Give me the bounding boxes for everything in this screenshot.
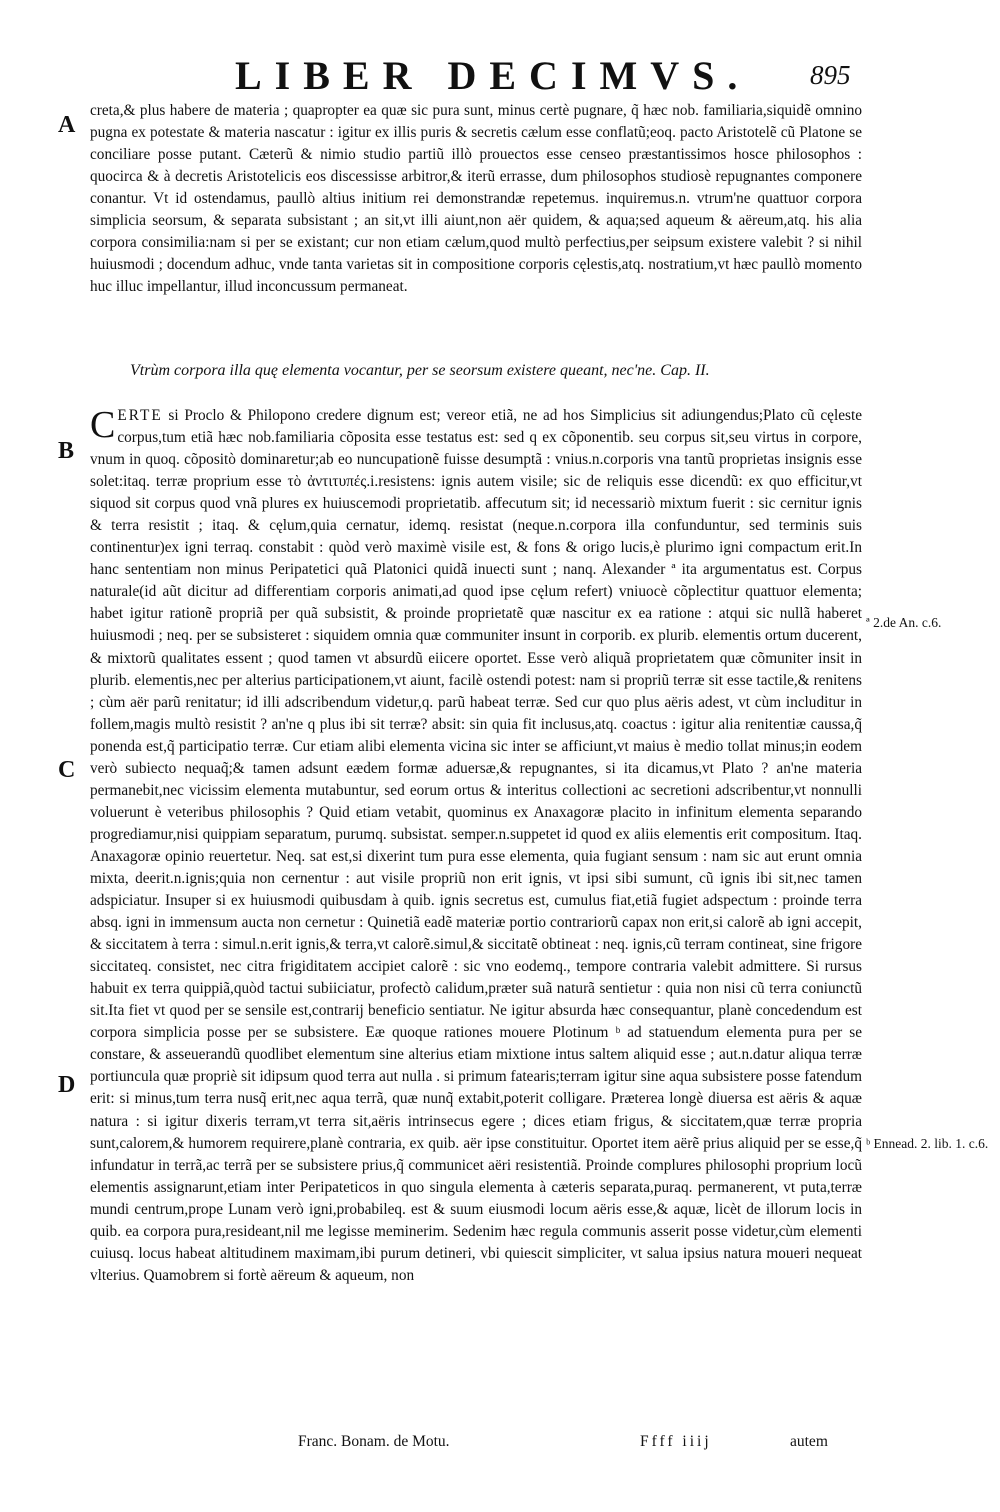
footer-catchword: autem bbox=[790, 1433, 828, 1450]
body-paragraph-2 bbox=[90, 405, 862, 1287]
section-letter-b: B bbox=[58, 438, 75, 464]
drop-capital: C bbox=[90, 404, 116, 446]
paragraph-2-text: si Proclo & Philopono credere dignum est; vereor etiã, ne ad hos Simplicius sit adiungendus;Plato cũ cęleste corpus,tum etiã hæc nob.familiaria cõposita esse testatus est: sed q ex cõponentib. seu corpus sit,seu virtus in corpore, vnum in quoq. cõpositò dominaretur;ab eo nuncupationẽ fuisse desumptã : vnius.n.corporis vna tantũ proprietas insignis esse solet:itaq. terræ proprium esse τὸ ἀντιτυπές.i.resistens: ignis autem visile; sic de reliquis esse dicendũ: ex quo efficitur,vt siquod sit corpus quod vnã plures ex huiuscemodi proprietatib. affecutum sit; id necessariò mixtum fuerit : sic cernitur ignis & terra resistit ; itaq. & cęlum,quia cernatur, idemq. resistat (neque.n.corpora illa confunduntur, sed terminis suis continentur)ex igni terraq. constabit : quòd verò maximè visile est, & fons & origo lucis,è plurimo igni compactum erit.In hanc sententiam non minus Peripatetici quã Platonici quidã inuecti sunt ; nanq. Alexander ª ita argumentatus est. Corpus naturale(id aũt dicitur ad differentiam corporis animati,ad quod ipse cęlum refert) vniuocè cõplectitur quattuor elementa; habet igitur rationẽ propriã per quã subsistit, & proinde proprietatẽ quæ nascitur ex ea ratione : atqui sic nullã haberet huiusmodi ; neq. per se subsisteret : siquidem omnia quæ communiter insunt in corporib. ex plurib. elementis ortum ducerent, & mixtorũ qualitates essent ; quod tamen vt absurdũ eiicere oportet. Esse verò aliquã proprietatem quæ cõmuniter insit in plurib. elementis,nec per alterius participationem,vt aiunt, facilè ostendi potest: nam si propriũ terræ sit esse tactile,& renitens ; cùm aër parũ renitatur; id illi adscribendum videtur,q. parũ habeat terræ. Sed cur quo plus aëris adest, vt cùm includitur in follem,magis multò resistit ? an'ne q plus ibi sit terræ? absit: sin quia fit inclusus,atq. coactus : igitur alia renitentiæ caussa,q̃ ponenda est,q̃ participatio terræ. Cur etiam alibi elementa vicina sic inter se afficiunt,vt maius è medio tollat minus;in eodem verò subiecto nequaq̃;& tamen adsunt eædem formæ aduersæ,& repugnantes, si ita dicamus,vt Plato ? an'ne materia permanebit,nec vicissim elementa mutabuntur, sed eorum ortus & interitus collectioni ac secretioni adscribentur,vt nonnulli voluerunt è veteribus philosophis ? Quid etiam vetabit, quominus ex Anaxagoræ placito in infinitum elementa separando progrediamur,nisi quippiam separatum, purumq. subsistat. semper.n.suppetet id quod ex aliis elementis erit compositum. Itaq. Anaxagoræ opinio reuertetur. Neq. sat est,si dixerint tum pura esse elementa, quia fugiant sensum : nam sic aut erunt omnia mixta, deerit.n.ignis;quia non cernentur : aut visile propriũ non erit ignis, vt ipsi sibi sumunt, cũ ignis ibi sit,nec tamen adspiciatur. Insuper si ex huiusmodi quibusdam à quib. ignis secretus est, cumulus fiat,etiã fugiet adspectum : proinde terra absq. igni in immensum aucta non cernetur : Quinetiã eadẽ materiæ portio contrariorũ capax non erit,si calorẽ ab igni accepit, & siccitatem à terra : simul.n.erit ignis,& terra,vt calorẽ.simul,& siccitatẽ obtineat : neq. ignis,cũ terram contineat, sine frigore siccitateq. consistet, nec citra frigiditatem accipiet calorẽ : sic vno eodemq., tempore contraria valebit admittere. Si rursus habuit ex terra quippiã,quòd tactui subiiciatur, profectò calidum,præter suã naturã sentietur : quia non nisi cũ terra coniunctũ sit.Ita fiet vt quod per se sensile est,contrarij beneficio sentiatur. Ne igitur absurda hæc consequantur, planè concedendum est corpora simplicia posse per se subsistere. Eæ quoque rationes mouere Plotinum ᵇ ad statuendum elementa pura per se constare, & asseuerandũ quodlibet elementum sine alterius etiam mixtione intus saltem aliquid esse ; aut.n.datur aliqua terræ portiuncula quæ propriè sit idipsum quod terra aut nulla . si primum fatearis;terram igitur sine aqua subsistere posse fatendum erit: si minus,tum terra nusq̃ erit,nec aqua terrã, quæ nunq̃ extabit,poterit colligare. Præterea longè diuersa est aëris & aquæ natura : si igitur dixeris terram,vt terra sit,aëris intrinsecus egere ; dices etiam frigus, & siccitatem,quæ terræ propria sunt,calorem,& humorem requirere,planè contraria, ex quib. aër ipse constituitur. Oportet item aërẽ prius aliquid per se esse,q̃ infundatur in terrã,ac terrã per se subsistere prius,q̃ communicet aëri resistentiã. Proinde complures philosophi proprium locũ elementis assignarunt,etiam inter Peripateticos in quo singula elementa à cæteris separata,puraq. permanerent, vt puta,terræ mundi centrum,prope Lunam verò igni,probabileq. est & suum eiusmodi locum aëris esse,& aquæ, licèt de illorum locis in quib. ea corpora pura,resideant,nil me legisse meminerim. Sedenim hæc regula communis asserit posse videtur,cùm elementi cuiusq. locus habeat altitudinem maximam,ibi purum detineri, vbi quiescit simpliciter, vt salua ipsius natura moueri nequeat vlterius. Quamobrem si fortè aëreum & aqueum, non bbox=[90, 407, 862, 1284]
section-letter-c: C bbox=[58, 757, 76, 783]
chapter-title: Vtrùm corpora illa quę elementa vocantur, per se seorsum existere queant, nec'ne. Cap. II. bbox=[130, 362, 710, 379]
opening-word: ERTE bbox=[117, 407, 163, 424]
page-number: 895 bbox=[810, 60, 851, 90]
footer-author: Franc. Bonam. de Motu. bbox=[298, 1433, 450, 1450]
footer-signature: Ffff iiij bbox=[640, 1433, 712, 1450]
body-paragraph-1: creta,& plus habere de materia ; quapropter ea quæ sic pura sunt, minus certè pugnare, q̃ hæc nob. familiaria,siquidẽ omnino pugna ex potestate & materia nascatur : igitur ex illis puris & secretis cælum esse conflatũ;eoq. pacto Aristotelẽ cũ Platone se conciliare posse putant. Cæterũ & nimio studio partiũ illò prouectos esse censeo præstantissimos hosce philosophos : quocirca & à decretis Aristotelicis eos discessisse arbitror,& iterũ errasse, dum philosophos studiosè repugnantes componere conantur. Vt id ostendamus, paullò altius initium rei demonstrandæ repetemus. inquiremus.n. vtrum'ne quattuor corpora simplicia seorsum, & separata subsistant ; an sit,vt illi aiunt,non aër quidem, & aqua;sed aqueum & aëreum,atq. his alia corpora consimilia:nam si per se existant; cur non etiam cælum,quod multò perfectius,per seipsum existere valebit ? si nihil huiusmodi ; docendum adhuc, vnde tanta varietas sit in compositione corporis cęlestis,atq. nostratium,vt hæc paullò momento huc illuc impellantur, illud inconcussum permaneat. bbox=[90, 102, 862, 296]
section-letter-d: D bbox=[58, 1072, 76, 1098]
marginal-note-b: ᵇ Ennead. 2. lib. 1. c.6. bbox=[866, 1136, 989, 1151]
marginal-note-a: ª 2.de An. c.6. bbox=[866, 615, 942, 630]
running-head: LIBER DECIMVS. bbox=[235, 53, 751, 98]
section-letter-a: A bbox=[58, 112, 76, 138]
